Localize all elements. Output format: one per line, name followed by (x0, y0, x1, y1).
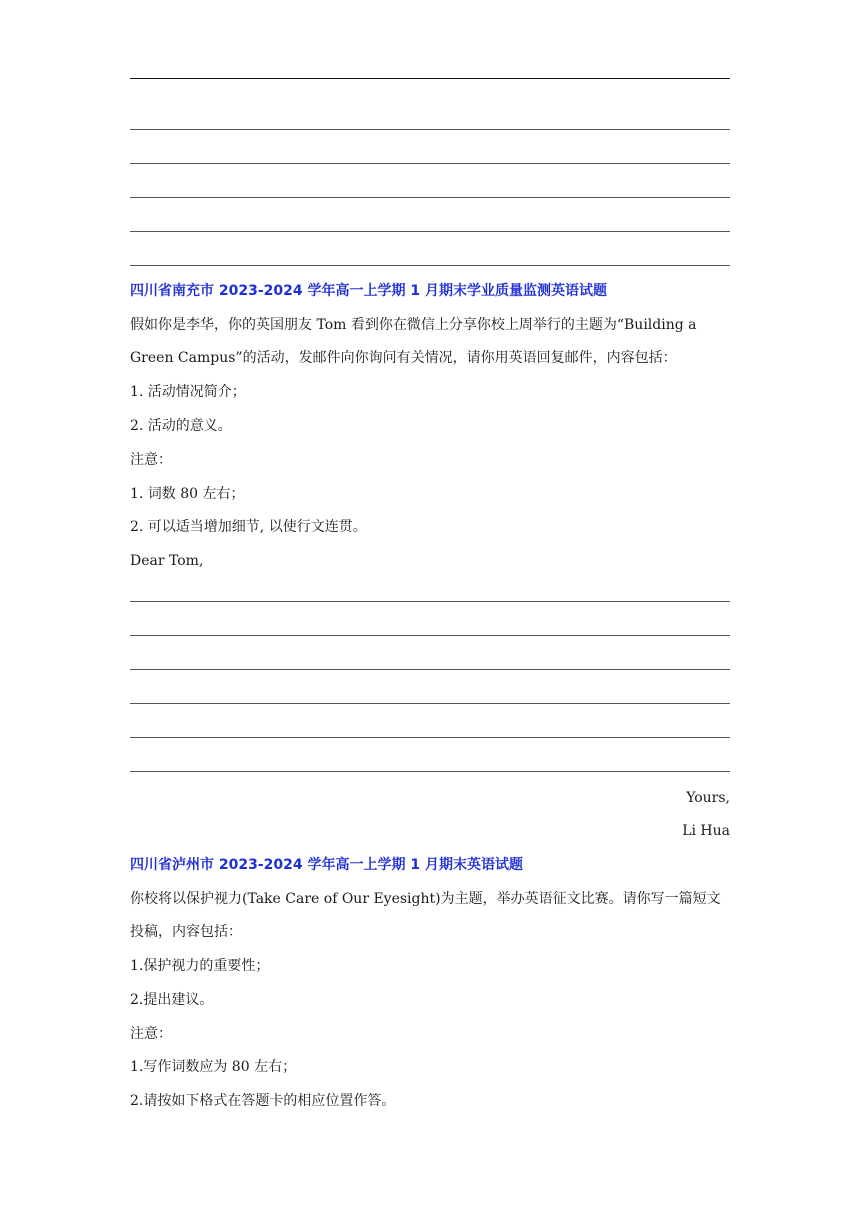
answer-line (130, 669, 730, 670)
note-item: 2. 可以适当增加细节, 以使行文连贯。 (130, 519, 367, 535)
answer-line (130, 197, 730, 198)
note-item: 1.写作词数应为 80 左右； (130, 1059, 297, 1075)
prompt-text: Green Campus”的活动，发邮件向你询问有关情况，请你用英语回复邮件，内容包括： (130, 350, 677, 366)
answer-line (130, 265, 730, 266)
salutation: Dear Tom, (130, 553, 204, 569)
section-heading-nanchong: 四川省南充市 2023-2024 学年高一上学期 1 月期末学业质量监测英语试题 (130, 283, 607, 299)
content-item: 1. 活动情况简介； (130, 384, 246, 400)
note-item: 1. 词数 80 左右； (130, 486, 245, 502)
section-heading-luzhou: 四川省泸州市 2023-2024 学年高一上学期 1 月期末英语试题 (130, 857, 523, 873)
prompt-text: 假如你是李华，你的英国朋友 Tom 看到你在微信上分享你校上周举行的主题为“Building a (130, 317, 697, 333)
answer-line (130, 771, 730, 772)
answer-line (130, 129, 730, 130)
note-label: 注意： (130, 1026, 172, 1042)
answer-line (130, 737, 730, 738)
note-label: 注意： (130, 452, 172, 468)
content-item: 1.保护视力的重要性； (130, 958, 270, 974)
answer-line (130, 78, 730, 79)
answer-line (130, 601, 730, 602)
prompt-text: 你校将以保护视力(Take Care of Our Eyesight)为主题，举办英语征文比赛。请你写一篇短文 (130, 891, 721, 907)
answer-line (130, 703, 730, 704)
content-item: 2.提出建议。 (130, 992, 214, 1008)
answer-line (130, 635, 730, 636)
signature: Li Hua (682, 823, 730, 839)
note-item: 2.请按如下格式在答题卡的相应位置作答。 (130, 1093, 396, 1109)
prompt-text: 投稿，内容包括： (130, 924, 242, 940)
answer-line (130, 231, 730, 232)
answer-line (130, 163, 730, 164)
document-page (130, 0, 730, 1216)
content-item: 2. 活动的意义。 (130, 418, 232, 434)
closing: Yours, (686, 790, 730, 806)
